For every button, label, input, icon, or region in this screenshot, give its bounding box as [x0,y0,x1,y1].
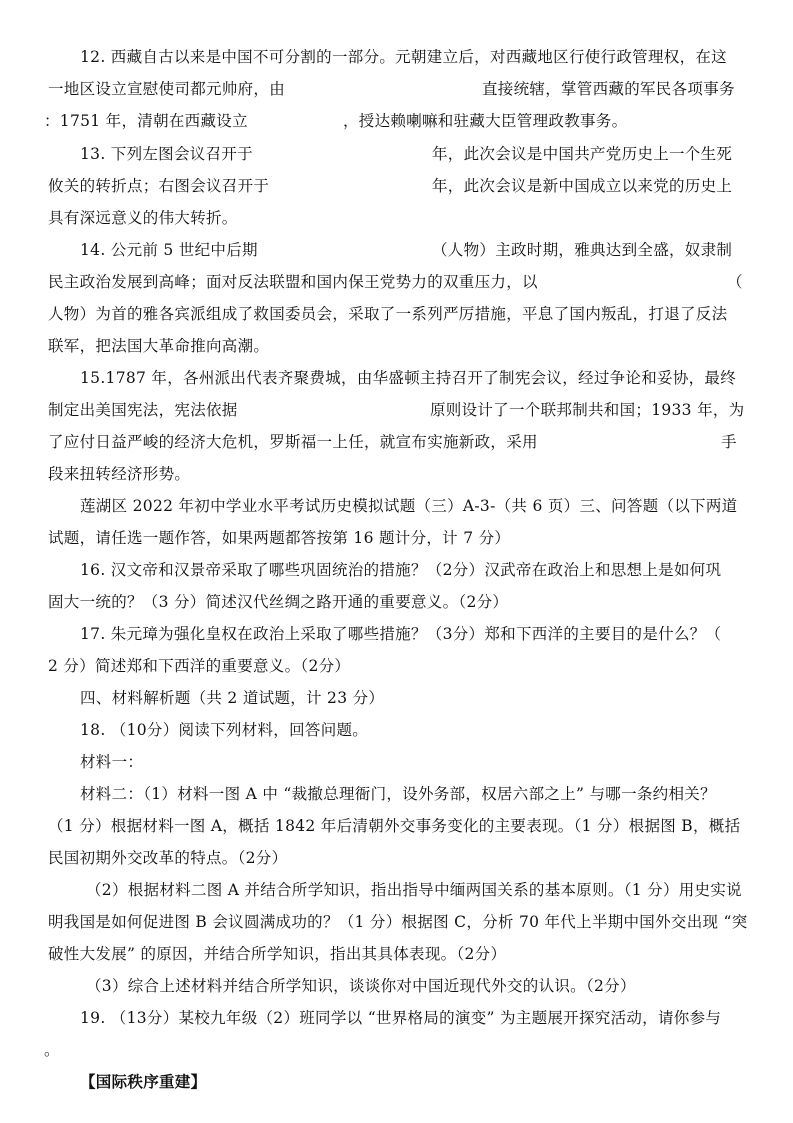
q14-line-1b: （人物）主政时期，雅典达到全盛，奴隶制 [432,241,733,259]
q12-line-3b: ，授达赖喇嘛和驻藏大臣管理政教事务。 [343,112,628,130]
q15-line-2b: 原则设计了一个联邦制共和国；1933 年，为 [430,401,745,419]
q18-part-2-line-2: 明我国是如何促进图 B 会议圆满成功的？（1 分）根据图 C，分析 70 年代上半期中国外交出现 “突 [48,913,748,931]
q18-part-2-line-3: 破性大发展” 的原因，并结合所学知识，指出其具体表现。（2分） [48,945,507,963]
q14-line-1a: 14. 公元前 5 世纪中后期 [80,241,258,259]
q15-line-3b: 手 [721,433,737,451]
q17-line-2: 2 分）简述郑和下西洋的重要意义。（2分） [48,657,351,675]
q18-part-3: （3）综合上述材料并结合所学知识，谈谈你对中国近现代外交的认识。（2分） [86,977,636,995]
q18-material-1: 材料一： [80,753,144,771]
q13-line-3: 具有深远意义的伟大转折。 [48,209,238,227]
section-3-line-2: 试题，请任选一题作答，如果两题都答按第 16 题计分，计 7 分） [48,529,511,547]
q15-line-2a: 制定出美国宪法，宪法依据 [48,401,238,419]
q12-line-2a: 一地区设立宣慰使司都元帅府，由 [48,80,286,98]
q12-line-3a: ：1751 年，清朝在西藏设立 [44,112,248,130]
q17-line-1: 17. 朱元璋为强化皇权在政治上采取了哪些措施？（3分）郑和下西洋的主要目的是什么？（ [80,625,722,643]
q18-material-2-line-3: 民国初期外交改革的特点。（2分） [48,849,288,867]
q12-line-1: 12. 西藏自古以来是中国不可分割的一部分。元朝建立后，对西藏地区行使行政管理权，在这 [80,48,727,66]
q16-line-1: 16. 汉文帝和汉景帝采取了哪些巩固统治的措施？（2分）汉武帝在政治上和思想上是如何巩 [80,561,722,579]
q12-line-2b: 直接统辖，掌管西藏的军民各项事务 [482,80,735,98]
q14-line-2b: （ [727,273,743,291]
q15-line-1: 15.1787 年，各州派出代表齐聚费城，由华盛顿主持召开了制宪会议，经过争论和妥协，最终 [80,369,737,387]
section-4-title: 四、材料解析题（共 2 道试题，计 23 分） [80,689,385,707]
q15-line-3a: 了应付日益严峻的经济大危机，罗斯福一上任，就宣布实施新政，采用 [48,433,538,451]
q19-line-2: 。 [44,1041,60,1059]
q16-line-2: 固大一统的？（3 分）简述汉代丝绸之路开通的重要意义。（2分） [48,593,509,611]
q18-material-2-line-2: （1 分）根据材料一图 A，概括 1842 年后清朝外交事务变化的主要表现。（1 分）根据图 B，概括 [48,817,741,835]
q14-line-3: 人物）为首的雅各宾派组成了救国委员会，采取了一系列严厉措施，平息了国内叛乱，打退了反法 [48,305,728,323]
q19-heading: 【国际秩序重建】 [80,1072,207,1091]
q15-line-4: 段来扭转经济形势。 [48,465,191,483]
q18-material-2-line-1: 材料二：（1）材料一图 A 中 “裁撤总理衙门，设外务部，权居六部之上” 与哪一条约相关？ [80,785,716,803]
q14-line-2a: 民主政治发展到高峰；面对反法联盟和国内保王党势力的双重压力，以 [48,273,538,291]
q13-line-2a: 攸关的转折点；右图会议召开于 [48,177,270,195]
section-3-line-1: 莲湖区 2022 年初中学业水平考试历史模拟试题（三）A-3-（共 6 页）三、问答题（以下两道 [80,497,738,515]
q13-line-1b: 年，此次会议是中国共产党历史上一个生死 [432,145,733,163]
q18-part-2-line-1: （2）根据材料二图 A 并结合所学知识，指出指导中缅两国关系的基本原则。（1 分）用史实说 [86,881,742,899]
q18-intro: 18. （10分）阅读下列材料，回答问题。 [80,721,369,739]
q13-line-2b: 年，此次会议是新中国成立以来党的历史上 [432,177,733,195]
q19-line-1: 19. （13分）某校九年级（2）班同学以 “世界格局的演变” 为主题展开探究活动，请你参与 [80,1009,722,1027]
q13-line-1a: 13. 下列左图会议召开于 [80,145,253,163]
q14-line-4: 联军，把法国大革命推向高潮。 [48,337,270,355]
